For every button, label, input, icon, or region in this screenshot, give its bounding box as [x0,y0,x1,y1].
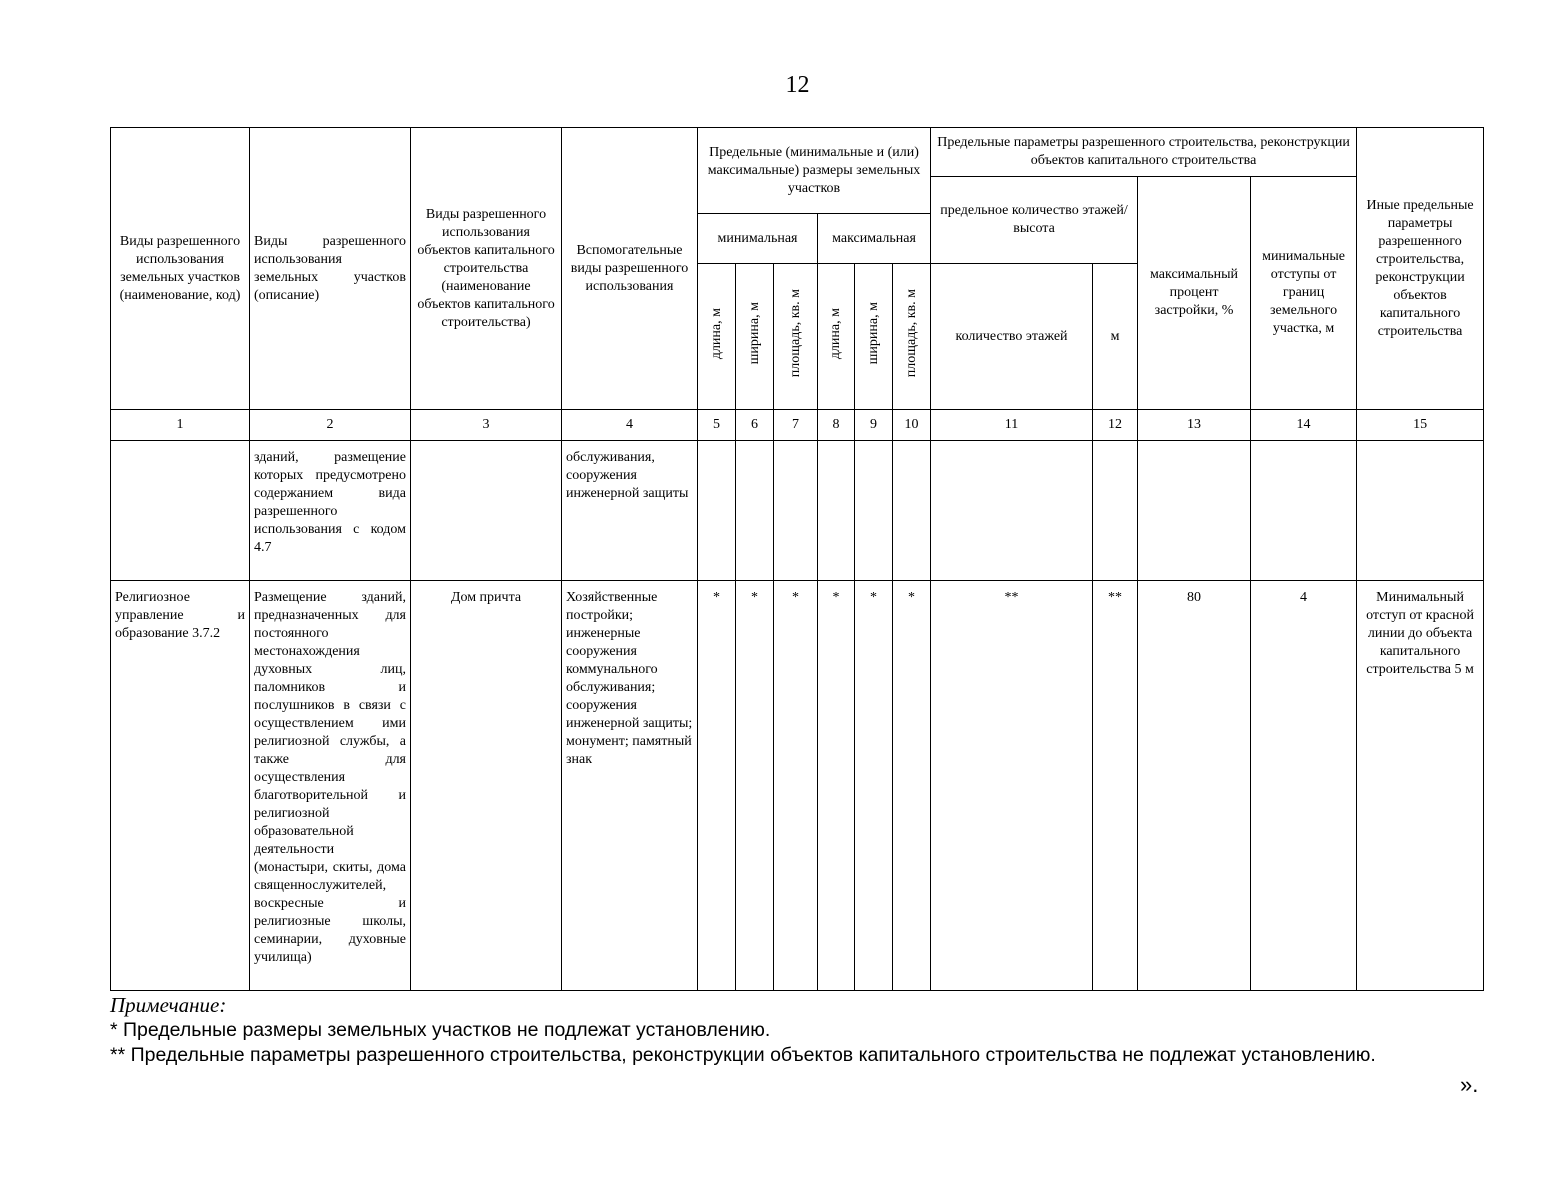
header-min-area [774,264,818,410]
cell-min-area: * [774,581,818,991]
cell-landuse-type [111,441,250,581]
cell-auxiliary-type: обслуживания, сооружения инженерной защиты [562,441,698,581]
cell-landuse-type: Религиозное управление и образование 3.7.2 [111,581,250,991]
header-floors-height: предельное количество этажей/высота [931,177,1138,264]
notes-title: Примечание: [110,993,227,1017]
header-meters: м [1093,264,1138,410]
column-number: 7 [774,410,818,441]
header-auxiliary-type: Вспомогательные виды разрешенного использования [562,128,698,410]
table-row [111,581,1484,991]
cell-max-area [893,441,931,581]
column-number: 2 [250,410,411,441]
cell-floors-count: ** [931,581,1093,991]
cell-min-width [736,441,774,581]
column-number: 15 [1357,410,1484,441]
table-row [111,441,1484,581]
column-number: 6 [736,410,774,441]
header-min-length-text: длина, м [708,307,724,360]
header-max-area-text: площадь, кв. м [903,289,919,378]
header-plot-size-limits: Предельные (минимальные и (или) максимальные) размеры земельных участков [698,128,931,214]
column-number: 9 [855,410,893,441]
header-row-1 [111,128,1484,177]
cell-min-setback: 4 [1251,581,1357,991]
cell-other-params [1357,441,1484,581]
header-min-width [736,264,774,410]
cell-capital-construction-type: Дом причта [411,581,562,991]
column-number: 11 [931,410,1093,441]
column-number: 14 [1251,410,1357,441]
cell-min-area [774,441,818,581]
note-plot-sizes: * Предельные размеры земельных участков не подлежат установлению. [110,1019,771,1041]
cell-other-params: Минимальный отступ от красной линии до объекта капитального строительства 5 м [1357,581,1484,991]
column-number: 12 [1093,410,1138,441]
header-capital-construction-type: Виды разрешенного использования объектов капитального строительства (наименование объектов капитального строительства) [411,128,562,410]
header-max-build-percent: максимальный процент застройки, % [1138,177,1251,410]
header-min-width-text: ширина, м [746,302,762,365]
column-number: 8 [818,410,855,441]
header-landuse-description: Виды разрешенного использования земельных участков (описание) [250,128,411,410]
header-min-setback: минимальные отступы от границ земельного участка, м [1251,177,1357,410]
cell-floors-count [931,441,1093,581]
header-max-width [855,264,893,410]
cell-landuse-description: Размещение зданий, предназначенных для постоянного местонахождения духовных лиц, паломников и послушников в связи с осуществлением ими религиозной службы, а также для осуществления благотворительной и религиозной образовательной деятельности (монастыри, скиты, дома священнослужителей, воскресные и религиозные школы, семинарии, духовные училища) [250,581,411,991]
cell-max-build-percent [1138,441,1251,581]
cell-auxiliary-type: Хозяйственные постройки; инженерные сооружения коммунального обслуживания; сооружения инженерной защиты; монумент; памятный знак [562,581,698,991]
header-min-length [698,264,736,410]
cell-max-length: * [818,581,855,991]
column-number: 10 [893,410,931,441]
cell-meters: ** [1093,581,1138,991]
header-construction-params: Предельные параметры разрешенного строительства, реконструкции объектов капитального строительства [931,128,1357,177]
cell-max-width: * [855,581,893,991]
cell-landuse-description: зданий, размещение которых предусмотрено содержанием вида разрешенного использования с кодом 4.7 [250,441,411,581]
zoning-table [110,127,1484,991]
column-number-row [111,410,1484,441]
note-construction-params: ** Предельные параметры разрешенного строительства, реконструкции объектов капитального строительства не подлежат установлению. [110,1044,1376,1066]
cell-min-width: * [736,581,774,991]
column-number: 1 [111,410,250,441]
cell-capital-construction-type [411,441,562,581]
cell-max-width [855,441,893,581]
cell-min-setback [1251,441,1357,581]
page-number: 12 [785,72,810,98]
header-landuse-type: Виды разрешенного использования земельных участков (наименование, код) [111,128,250,410]
header-maximal: максимальная [818,214,931,264]
cell-max-length [818,441,855,581]
header-max-width-text: ширина, м [865,302,881,365]
column-number: 13 [1138,410,1251,441]
header-floors-count: количество этажей [931,264,1093,410]
cell-min-length: * [698,581,736,991]
column-number: 4 [562,410,698,441]
header-max-area [893,264,931,410]
closing-quote-mark: ». [1460,1072,1479,1097]
header-min-area-text: площадь, кв. м [787,289,803,378]
notes-section [110,993,1490,1068]
cell-max-build-percent: 80 [1138,581,1251,991]
header-minimal: минимальная [698,214,818,264]
cell-meters [1093,441,1138,581]
column-number: 5 [698,410,736,441]
header-max-length [818,264,855,410]
header-max-length-text: длина, м [828,307,843,360]
cell-max-area: * [893,581,931,991]
column-number: 3 [411,410,562,441]
cell-min-length [698,441,736,581]
header-other-params: Иные предельные параметры разрешенного строительства, реконструкции объектов капитального строительства [1357,128,1484,410]
